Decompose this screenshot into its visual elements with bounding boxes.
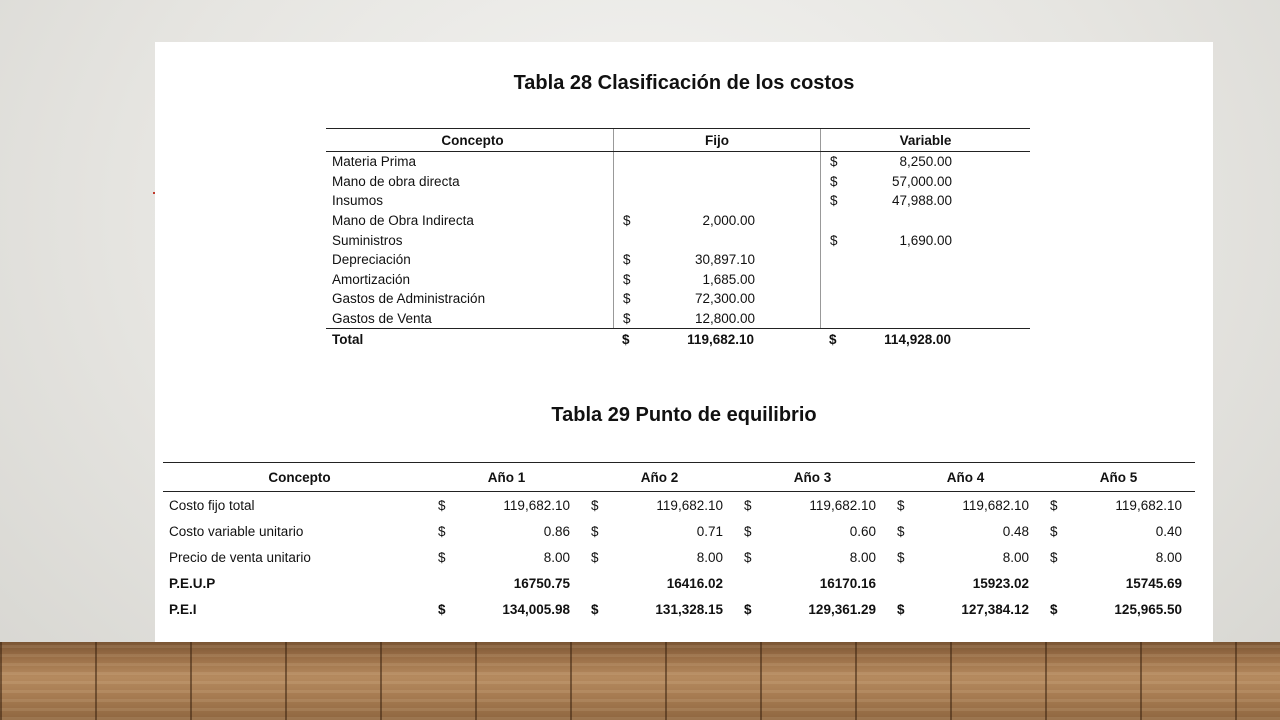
fijo-cell (613, 172, 820, 192)
year-value: 16170.16 (819, 575, 876, 591)
table-row (326, 309, 1030, 329)
year-value: 0.48 (1002, 523, 1029, 539)
table-row (163, 518, 1195, 544)
year-5-cell (1042, 576, 1195, 591)
year-4-cell (889, 576, 1042, 591)
decorative-dot (153, 192, 155, 194)
fijo-cell (613, 309, 820, 329)
year-2-cell (583, 602, 736, 617)
currency-sign: $ (897, 549, 905, 565)
header-fijo (613, 129, 820, 151)
variable-cell (820, 309, 1030, 329)
concepto-cell: Costo variable unitario (169, 523, 304, 539)
table-row (326, 172, 1030, 192)
table-28-total-row (326, 328, 1030, 349)
year-4-cell (889, 498, 1042, 513)
concepto-cell: Gastos de Venta (332, 311, 432, 327)
year-5-cell (1042, 550, 1195, 565)
year-1-cell (430, 524, 583, 539)
variable-cell (820, 250, 1030, 270)
variable-value: 8,250.00 (899, 154, 952, 170)
currency-sign: $ (744, 497, 752, 513)
fijo-currency: $ (623, 291, 631, 307)
currency-sign: $ (744, 523, 752, 539)
currency-sign: $ (897, 497, 905, 513)
currency-sign: $ (591, 601, 599, 617)
currency-sign: $ (591, 549, 599, 565)
currency-sign: $ (1050, 601, 1058, 617)
currency-sign: $ (438, 523, 446, 539)
total-fijo-cell (613, 329, 820, 349)
fijo-value: 2,000.00 (702, 213, 755, 229)
table-row (326, 191, 1030, 211)
wood-floor-background (0, 642, 1280, 720)
currency-sign: $ (744, 549, 752, 565)
currency-sign: $ (438, 601, 446, 617)
slide (155, 42, 1213, 642)
currency-sign: $ (591, 497, 599, 513)
fijo-value: 30,897.10 (694, 252, 755, 268)
year-3-cell (736, 550, 889, 565)
currency-sign: $ (744, 601, 752, 617)
year-4-cell (889, 602, 1042, 617)
table-29-header (163, 462, 1195, 492)
currency-sign: $ (1050, 497, 1058, 513)
year-value: 8.00 (849, 549, 876, 565)
year-3-cell (736, 524, 889, 539)
fijo-cell (613, 230, 820, 250)
year-value: 0.86 (543, 523, 570, 539)
variable-cell (820, 172, 1030, 192)
table-28-header (326, 128, 1030, 152)
year-value: 8.00 (1002, 549, 1029, 565)
table-row (163, 492, 1195, 518)
variable-cell (820, 270, 1030, 290)
concepto-cell: P.E.I (169, 601, 197, 617)
year-1-cell (430, 498, 583, 513)
year-value: 8.00 (1155, 549, 1182, 565)
year-3-cell (736, 602, 889, 617)
year-2-cell (583, 576, 736, 591)
year-2-cell (583, 498, 736, 513)
header-year-4: Año 4 (946, 469, 985, 485)
year-1-cell (430, 550, 583, 565)
concepto-cell: Depreciación (332, 252, 411, 268)
concepto-cell: Mano de obra directa (332, 173, 460, 189)
fijo-currency: $ (623, 271, 631, 287)
year-value: 0.40 (1155, 523, 1182, 539)
year-value: 131,328.15 (655, 601, 723, 617)
concepto-cell: Amortización (332, 271, 411, 287)
year-value: 8.00 (696, 549, 723, 565)
total-fijo-currency: $ (622, 331, 630, 347)
variable-cell (820, 211, 1030, 231)
table-row (326, 230, 1030, 250)
year-value: 129,361.29 (808, 601, 876, 617)
concepto-cell: P.E.U.P (169, 575, 216, 591)
header-variable (820, 129, 1030, 151)
header-fijo-label: Fijo (705, 132, 729, 148)
total-variable-currency: $ (829, 331, 837, 347)
total-fijo-value: 119,682.10 (687, 331, 754, 347)
fijo-cell (613, 289, 820, 309)
year-value: 127,384.12 (961, 601, 1029, 617)
year-5-cell (1042, 498, 1195, 513)
year-value: 16750.75 (513, 575, 570, 591)
year-value: 8.00 (543, 549, 570, 565)
year-value: 119,682.10 (809, 497, 876, 513)
variable-cell (820, 152, 1030, 172)
year-value: 16416.02 (666, 575, 723, 591)
table-29 (163, 462, 1195, 622)
table-row (163, 570, 1195, 596)
year-2-cell (583, 524, 736, 539)
concepto-cell: Gastos de Administración (332, 291, 486, 307)
fijo-cell (613, 270, 820, 290)
variable-currency: $ (830, 232, 838, 248)
concepto-cell: Mano de Obra Indirecta (332, 213, 474, 229)
fijo-currency: $ (623, 252, 631, 268)
concepto-cell: Suministros (332, 232, 403, 248)
fijo-cell (613, 191, 820, 211)
year-2-cell (583, 550, 736, 565)
concepto-cell: Precio de venta unitario (169, 549, 311, 565)
year-value: 119,682.10 (962, 497, 1029, 513)
header-year-1: Año 1 (487, 469, 526, 485)
year-value: 119,682.10 (1115, 497, 1182, 513)
fijo-cell (613, 152, 820, 172)
variable-value: 57,000.00 (891, 173, 952, 189)
header-year-5: Año 5 (1099, 469, 1138, 485)
year-1-cell (430, 576, 583, 591)
total-variable-cell (820, 329, 1030, 349)
table-28 (326, 128, 1030, 349)
concepto-cell: Insumos (332, 193, 384, 209)
year-value: 134,005.98 (502, 601, 570, 617)
concepto-cell: Costo fijo total (169, 497, 255, 513)
total-variable-value: 114,928.00 (884, 331, 951, 347)
year-value: 0.60 (849, 523, 876, 539)
currency-sign: $ (438, 497, 446, 513)
fijo-cell (613, 250, 820, 270)
header-year-2: Año 2 (640, 469, 679, 485)
year-value: 119,682.10 (656, 497, 723, 513)
header-variable-label: Variable (899, 132, 952, 148)
variable-cell (820, 289, 1030, 309)
fijo-currency: $ (623, 311, 631, 327)
variable-cell (820, 191, 1030, 211)
fijo-value: 1,685.00 (702, 271, 755, 287)
table-row (326, 152, 1030, 172)
currency-sign: $ (1050, 523, 1058, 539)
currency-sign: $ (591, 523, 599, 539)
table-28-title: Tabla 28 Clasificación de los costos (513, 72, 855, 94)
table-29-body (163, 492, 1195, 622)
variable-currency: $ (830, 154, 838, 170)
year-value: 15923.02 (972, 575, 1029, 591)
table-row (163, 596, 1195, 622)
fijo-value: 72,300.00 (694, 291, 755, 307)
table-row (326, 289, 1030, 309)
table-row (326, 250, 1030, 270)
total-label: Total (332, 331, 364, 347)
variable-currency: $ (830, 193, 838, 209)
variable-cell (820, 230, 1030, 250)
year-5-cell (1042, 602, 1195, 617)
currency-sign: $ (1050, 549, 1058, 565)
variable-value: 47,988.00 (891, 193, 952, 209)
table-row (163, 544, 1195, 570)
variable-currency: $ (830, 173, 838, 189)
year-1-cell (430, 602, 583, 617)
year-value: 119,682.10 (503, 497, 570, 513)
table-28-body (326, 152, 1030, 328)
year-value: 0.71 (696, 523, 723, 539)
year-3-cell (736, 576, 889, 591)
year-4-cell (889, 524, 1042, 539)
currency-sign: $ (438, 549, 446, 565)
table-29-title: Tabla 29 Punto de equilibrio (551, 404, 817, 426)
year-value: 125,965.50 (1114, 601, 1182, 617)
fijo-value: 12,800.00 (694, 311, 755, 327)
table-row (326, 270, 1030, 290)
fijo-currency: $ (623, 213, 631, 229)
header-year-3: Año 3 (793, 469, 832, 485)
year-4-cell (889, 550, 1042, 565)
concepto-cell: Materia Prima (332, 154, 417, 170)
currency-sign: $ (897, 601, 905, 617)
variable-value: 1,690.00 (899, 232, 952, 248)
currency-sign: $ (897, 523, 905, 539)
table-row (326, 211, 1030, 231)
year-5-cell (1042, 524, 1195, 539)
year-value: 15745.69 (1125, 575, 1182, 591)
year-3-cell (736, 498, 889, 513)
header-concepto: Concepto (441, 132, 504, 148)
fijo-cell (613, 211, 820, 231)
header-concepto: Concepto (268, 469, 331, 485)
